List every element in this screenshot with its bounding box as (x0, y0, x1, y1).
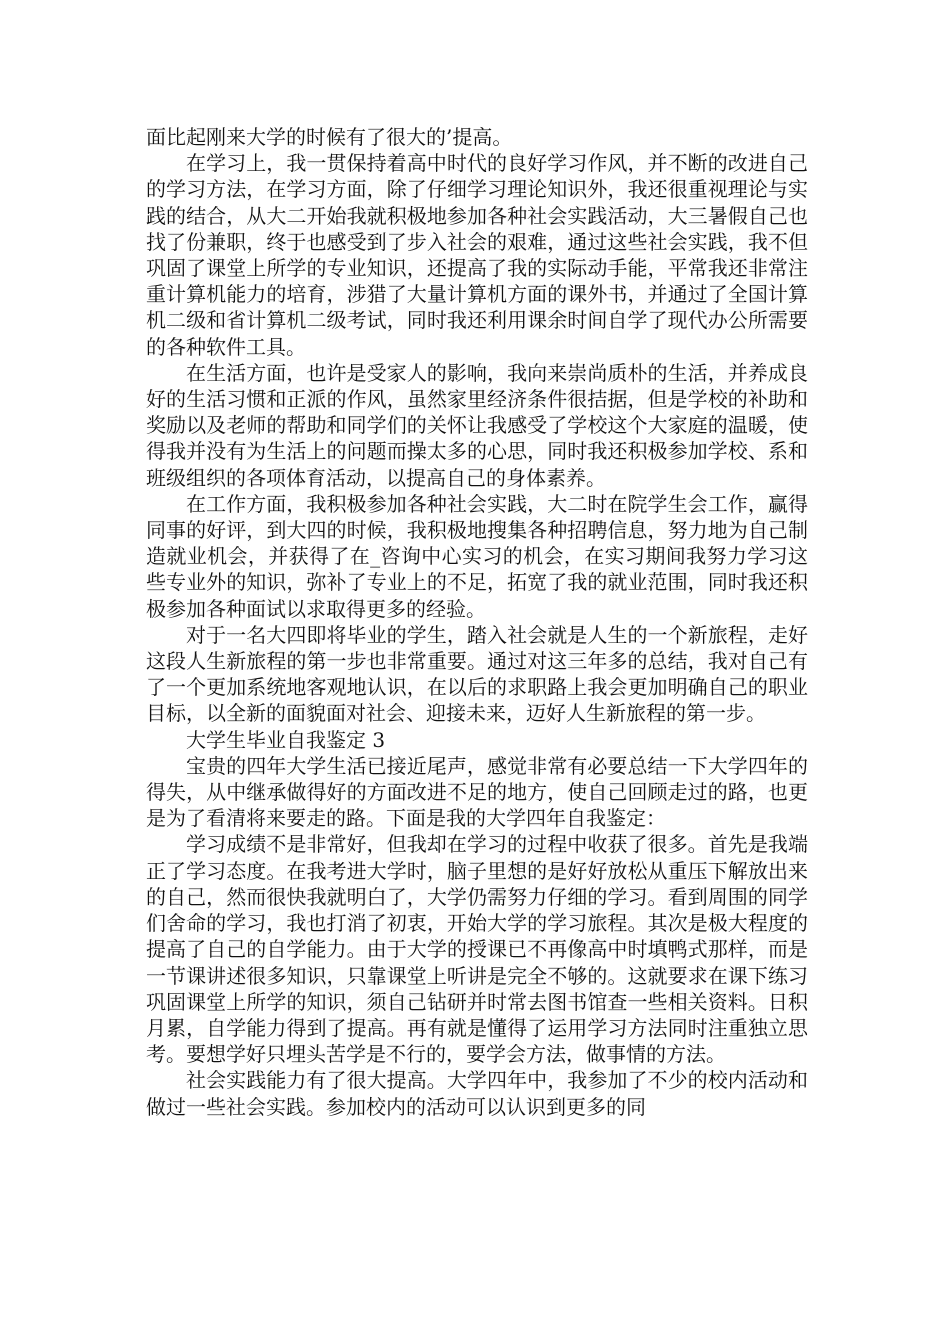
paragraph-social-practice: 社会实践能力有了很大提高。大学四年中，我参加了不少的校内活动和做过一些社会实践。参加校内的活动可以认识到更多的同 (146, 1068, 808, 1119)
paragraph-work: 在工作方面，我积极参加各种社会实践，大二时在院学生会工作，赢得同事的好评，到大四的时候，我积极地搜集各种招聘信息，努力地为自己制造就业机会，并获得了在_咨询中心实习的机会，在实习期间我努力学习这些专业外的知识，弥补了专业上的不足，拓宽了我的就业范围，同时我还积极参加各种面试以求取得更多的经验。 (146, 491, 808, 621)
paragraph-conclusion: 对于一名大四即将毕业的学生，踏入社会就是人生的一个新旅程，走好这段人生新旅程的第一步也非常重要。通过对这三年多的总结，我对自己有了一个更加系统地客观地认识，在以后的求职路上我会更加明确自己的职业目标，以全新的面貌面对社会、迎接未来，迈好人生新旅程的第一步。 (146, 622, 808, 726)
section-heading: 大学生毕业自我鉴定 3 (186, 727, 386, 752)
paragraph-continuation: 面比起刚来大学的时候有了很大的’提高。 (146, 125, 513, 149)
paragraph-academics: 学习成绩不是非常好，但我却在学习的过程中收获了很多。首先是我端正了学习态度。在我考进大学时，脑子里想的是好好放松从重压下解放出来的自己，然而很快我就明白了，大学仍需努力仔细的学习。看到周围的同学们舍命的学习，我也打消了初衷，开始大学的学习旅程。其次是极大程度的提高了自己的自学能力。由于大学的授课已不再像高中时填鸭式那样，而是一节课讲述很多知识，只靠课堂上听讲是完全不够的。这就要求在课下练习巩固课堂上所学的知识，须自己钻研并时常去图书馆查一些相关资料。日积月累，自学能力得到了提高。再有就是懂得了运用学习方法同时注重独立思考。要想学好只埋头苦学是不行的，要学会方法，做事情的方法。 (146, 832, 808, 1067)
paragraph-intro: 宝贵的四年大学生活已接近尾声，感觉非常有必要总结一下大学四年的得失，从中继承做得好的方面改进不足的地方，使自己回顾走过的路，也更是为了看清将来要走的路。下面是我的大学四年自我鉴定： (146, 753, 808, 831)
paragraph-life: 在生活方面，也许是受家人的影响，我向来崇尚质朴的生活，并养成良好的生活习惯和正派的作风，虽然家里经济条件很拮据，但是学校的补助和奖励以及老师的帮助和同学们的关怀让我感受了学校这个大家庭的温暖，使得我并没有为生活上的问题而操太多的心思，同时我还积极参加学校、系和班级组织的各项体育活动，以提高自己的身体素养。 (146, 360, 808, 490)
paragraph-study: 在学习上，我一贯保持着高中时代的良好学习作风，并不断的改进自己的学习方法，在学习方面，除了仔细学习理论知识外，我还很重视理论与实践的结合，从大二开始我就积极地参加各种社会实践活动，大三暑假自己也找了份兼职，终于也感受到了步入社会的艰难，通过这些社会实践，我不但巩固了课堂上所学的专业知识，还提高了我的实际动手能，平常我还非常注重计算机能力的培育，涉猎了大量计算机方面的课外书，并通过了全国计算机二级和省计算机二级考试，同时我还利用课余时间自学了现代办公所需要的各种软件工具。 (146, 151, 808, 359)
document-body (146, 124, 808, 1120)
